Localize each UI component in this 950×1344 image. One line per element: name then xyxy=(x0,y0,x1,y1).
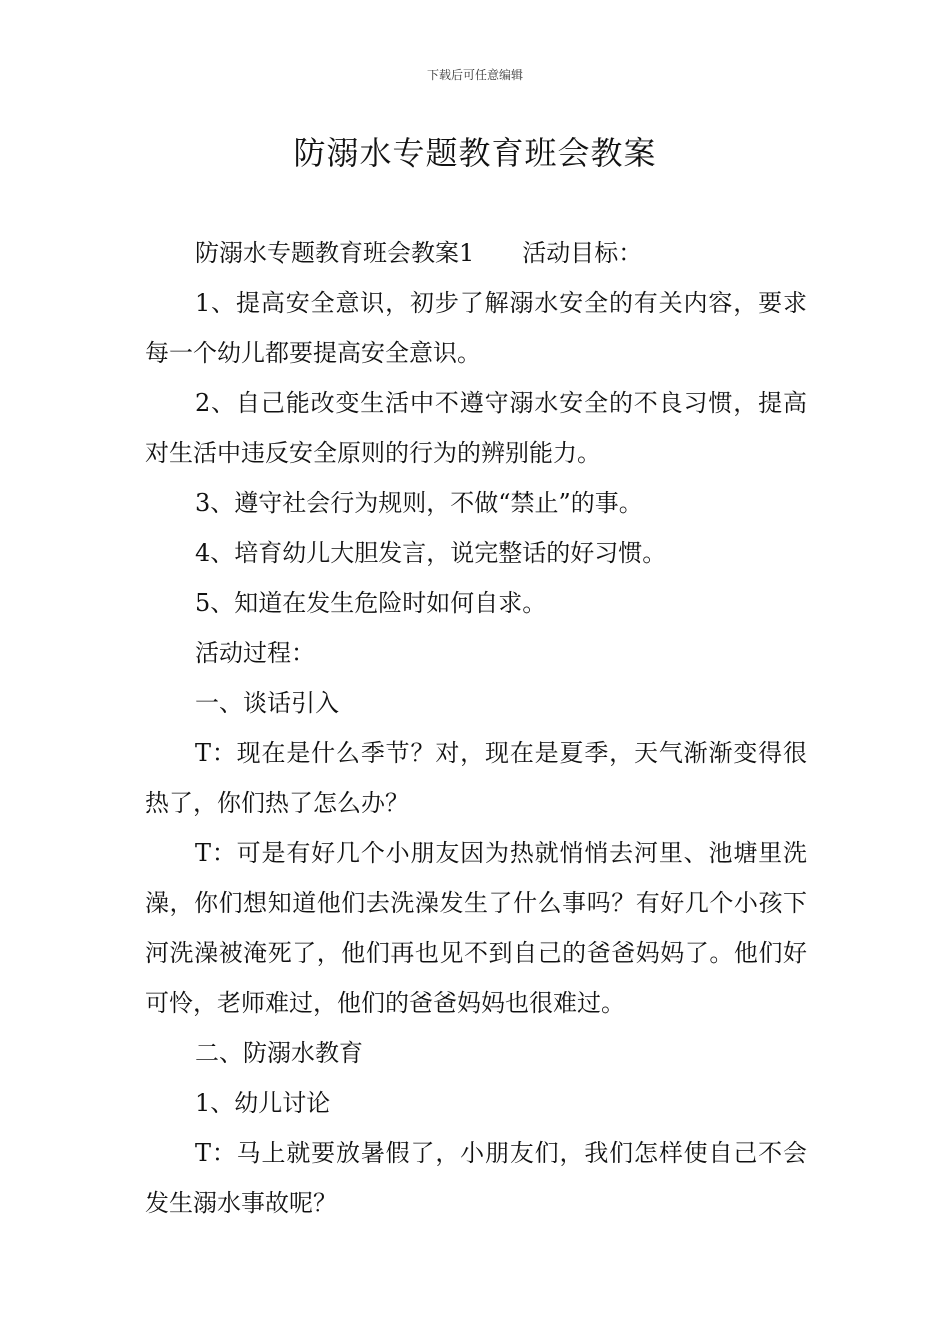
paragraph-objective-2: 2、自己能改变生活中不遵守溺水安全的不良习惯，提高对生活中违反安全原则的行为的辨别能力。 xyxy=(145,389,807,467)
paragraph-intro-objectives: 防溺水专题教育班会教案1 活动目标： xyxy=(195,239,643,267)
paragraph-dialogue-1: T：现在是什么季节？对，现在是夏季，天气渐渐变得很热了，你们热了怎么办？ xyxy=(145,739,807,817)
paragraph-section-1-heading: 一、谈话引入 xyxy=(195,689,339,717)
paragraph-objective-1: 1、提高安全意识，初步了解溺水安全的有关内容，要求每一个幼儿都要提高安全意识。 xyxy=(145,289,807,367)
paragraph-objective-5: 5、知道在发生危险时如何自求。 xyxy=(195,589,547,617)
paragraph-subsection-1-heading: 1、幼儿讨论 xyxy=(195,1089,331,1117)
header-note: 下载后可任意编辑 xyxy=(426,68,523,82)
paragraph-dialogue-3: T：马上就要放暑假了，小朋友们，我们怎样使自己不会发生溺水事故呢？ xyxy=(145,1139,807,1217)
paragraph-objective-4: 4、培育幼儿大胆发言，说完整话的好习惯。 xyxy=(195,539,667,567)
paragraph-objective-3: 3、遵守社会行为规则，不做“禁止”的事。 xyxy=(195,489,643,517)
document-body xyxy=(145,228,807,1228)
paragraph-section-2-heading: 二、防溺水教育 xyxy=(195,1039,363,1067)
document-title: 防溺水专题教育班会教案 xyxy=(293,134,657,172)
paragraph-process-heading: 活动过程： xyxy=(195,639,315,667)
paragraph-dialogue-2: T：可是有好几个小朋友因为热就悄悄去河里、池塘里洗澡，你们想知道他们去洗澡发生了什么事吗？有好几个小孩下河洗澡被淹死了，他们再也见不到自己的爸爸妈妈了。他们好可怜，老师难过，他们的爸爸妈妈也很难过。 xyxy=(145,839,807,1017)
